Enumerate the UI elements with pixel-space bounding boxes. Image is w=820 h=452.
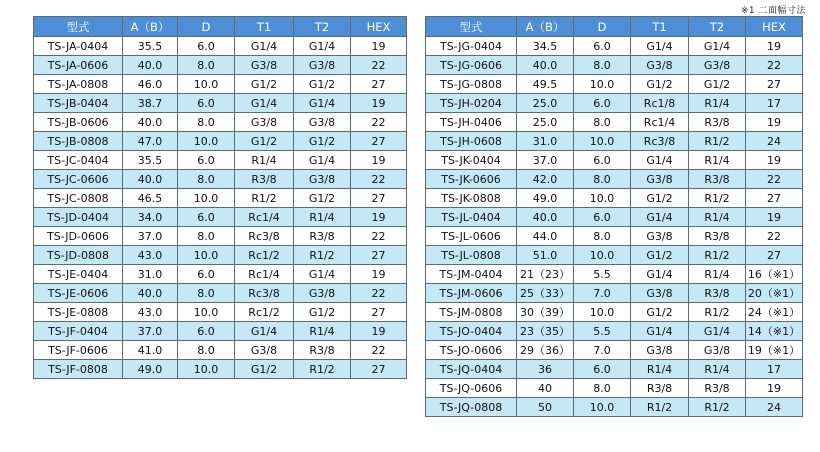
spec-table-right: [425, 16, 803, 417]
cell-t1: G3/8: [235, 113, 294, 132]
cell-a-b: 21（23）: [517, 265, 574, 284]
cell-model: TS-JL-0808: [426, 246, 517, 265]
column-header-model: 型式: [426, 17, 517, 37]
cell-t2: R1/4: [689, 151, 746, 170]
cell-t1: R1/2: [631, 398, 689, 417]
cell-a-b: 37.0: [517, 151, 574, 170]
table-row: [426, 322, 803, 341]
cell-hex: 22: [351, 170, 407, 189]
cell-hex: 27: [746, 246, 803, 265]
cell-a-b: 34.5: [517, 37, 574, 56]
table-row: [426, 37, 803, 56]
cell-t2: R3/8: [689, 227, 746, 246]
cell-t2: R3/8: [294, 227, 351, 246]
cell-d: 6.0: [574, 360, 631, 379]
cell-d: 6.0: [178, 94, 235, 113]
cell-model: TS-JA-0808: [34, 75, 123, 94]
cell-hex: 24: [746, 132, 803, 151]
cell-a-b: 40.0: [123, 113, 178, 132]
cell-model: TS-JD-0404: [34, 208, 123, 227]
cell-t2: R1/2: [689, 246, 746, 265]
table-row: [426, 208, 803, 227]
cell-model: TS-JQ-0808: [426, 398, 517, 417]
table-row: [426, 132, 803, 151]
cell-model: TS-JC-0404: [34, 151, 123, 170]
cell-model: TS-JC-0606: [34, 170, 123, 189]
cell-a-b: 46.5: [123, 189, 178, 208]
cell-t2: R1/4: [689, 94, 746, 113]
cell-a-b: 43.0: [123, 303, 178, 322]
cell-t2: G1/4: [294, 265, 351, 284]
cell-model: TS-JQ-0606: [426, 379, 517, 398]
cell-model: TS-JL-0404: [426, 208, 517, 227]
cell-a-b: 40.0: [123, 284, 178, 303]
cell-model: TS-JB-0606: [34, 113, 123, 132]
cell-model: TS-JE-0606: [34, 284, 123, 303]
cell-hex: 22: [746, 227, 803, 246]
cell-hex: 27: [351, 246, 407, 265]
cell-t1: G1/4: [631, 37, 689, 56]
table-row: [426, 360, 803, 379]
cell-a-b: 50: [517, 398, 574, 417]
cell-hex: 22: [351, 113, 407, 132]
spec-table-left-body: [34, 37, 407, 379]
cell-t1: G3/8: [631, 227, 689, 246]
cell-t2: R3/8: [689, 284, 746, 303]
cell-t1: G1/2: [631, 75, 689, 94]
table-row: [34, 37, 407, 56]
table-row: [34, 170, 407, 189]
cell-model: TS-JF-0404: [34, 322, 123, 341]
cell-t1: G1/2: [235, 132, 294, 151]
cell-hex: 19: [746, 113, 803, 132]
cell-t1: G1/2: [235, 360, 294, 379]
cell-t2: R1/4: [294, 322, 351, 341]
cell-t2: G1/4: [294, 94, 351, 113]
cell-t2: G1/2: [294, 303, 351, 322]
column-header-hex: HEX: [746, 17, 803, 37]
cell-model: TS-JM-0404: [426, 265, 517, 284]
cell-t2: G1/4: [689, 37, 746, 56]
cell-model: TS-JM-0606: [426, 284, 517, 303]
cell-a-b: 49.5: [517, 75, 574, 94]
cell-model: TS-JQ-0404: [426, 360, 517, 379]
cell-model: TS-JK-0404: [426, 151, 517, 170]
column-header-d: D: [574, 17, 631, 37]
cell-hex: 27: [746, 75, 803, 94]
table-row: [426, 246, 803, 265]
cell-hex: 27: [351, 75, 407, 94]
cell-hex: 24: [746, 398, 803, 417]
cell-t1: G1/2: [631, 303, 689, 322]
cell-d: 5.5: [574, 265, 631, 284]
cell-d: 6.0: [574, 151, 631, 170]
cell-t1: R3/8: [235, 170, 294, 189]
cell-t1: G1/2: [631, 246, 689, 265]
cell-a-b: 23（35）: [517, 322, 574, 341]
cell-a-b: 40.0: [517, 208, 574, 227]
spec-table-right-body: [426, 37, 803, 417]
cell-t1: Rc3/8: [235, 284, 294, 303]
cell-hex: 19: [351, 322, 407, 341]
cell-a-b: 31.0: [517, 132, 574, 151]
cell-hex: 22: [746, 56, 803, 75]
cell-hex: 19: [351, 94, 407, 113]
cell-model: TS-JO-0606: [426, 341, 517, 360]
cell-a-b: 46.0: [123, 75, 178, 94]
cell-t2: R1/2: [689, 189, 746, 208]
cell-d: 8.0: [178, 341, 235, 360]
cell-model: TS-JH-0406: [426, 113, 517, 132]
cell-a-b: 30（39）: [517, 303, 574, 322]
cell-t2: G3/8: [294, 170, 351, 189]
cell-d: 8.0: [574, 113, 631, 132]
column-header-d: D: [178, 17, 235, 37]
cell-d: 7.0: [574, 341, 631, 360]
column-header-t2: T2: [294, 17, 351, 37]
cell-t2: R1/4: [689, 265, 746, 284]
cell-model: TS-JD-0808: [34, 246, 123, 265]
cell-d: 6.0: [178, 265, 235, 284]
cell-d: 6.0: [178, 322, 235, 341]
cell-t2: R1/2: [689, 398, 746, 417]
cell-hex: 22: [351, 341, 407, 360]
cell-d: 10.0: [574, 398, 631, 417]
cell-hex: 20（※1）: [746, 284, 803, 303]
cell-d: 8.0: [178, 56, 235, 75]
cell-t2: G1/4: [294, 151, 351, 170]
cell-a-b: 29（36）: [517, 341, 574, 360]
cell-t1: G1/2: [235, 75, 294, 94]
cell-model: TS-JC-0808: [34, 189, 123, 208]
cell-t2: R1/4: [689, 360, 746, 379]
cell-a-b: 51.0: [517, 246, 574, 265]
cell-hex: 27: [351, 303, 407, 322]
cell-hex: 19（※1）: [746, 341, 803, 360]
table-row: [34, 303, 407, 322]
table-row: [34, 189, 407, 208]
cell-a-b: 40.0: [123, 170, 178, 189]
cell-t2: G1/2: [294, 75, 351, 94]
cell-hex: 27: [351, 132, 407, 151]
spec-table-left: [33, 16, 407, 379]
cell-model: TS-JB-0404: [34, 94, 123, 113]
column-header-model: 型式: [34, 17, 123, 37]
cell-t2: R3/8: [689, 170, 746, 189]
column-header-a-b: A（B）: [517, 17, 574, 37]
table-row: [426, 189, 803, 208]
cell-a-b: 44.0: [517, 227, 574, 246]
table-row: [426, 265, 803, 284]
cell-hex: 16（※1）: [746, 265, 803, 284]
cell-d: 8.0: [574, 227, 631, 246]
cell-t2: G1/2: [689, 75, 746, 94]
cell-model: TS-JO-0404: [426, 322, 517, 341]
cell-d: 10.0: [178, 189, 235, 208]
cell-d: 8.0: [178, 170, 235, 189]
cell-d: 7.0: [574, 284, 631, 303]
cell-d: 5.5: [574, 322, 631, 341]
cell-a-b: 49.0: [123, 360, 178, 379]
cell-a-b: 38.7: [123, 94, 178, 113]
cell-model: TS-JA-0606: [34, 56, 123, 75]
cell-hex: 22: [351, 227, 407, 246]
cell-t2: R1/2: [294, 360, 351, 379]
cell-t1: Rc1/2: [235, 246, 294, 265]
cell-t2: G3/8: [689, 56, 746, 75]
cell-d: 8.0: [574, 56, 631, 75]
cell-t1: G3/8: [631, 170, 689, 189]
cell-model: TS-JG-0404: [426, 37, 517, 56]
cell-hex: 27: [351, 360, 407, 379]
cell-t1: G1/4: [631, 151, 689, 170]
cell-a-b: 36: [517, 360, 574, 379]
table-row: [426, 341, 803, 360]
cell-t2: G3/8: [294, 284, 351, 303]
column-header-t2: T2: [689, 17, 746, 37]
cell-d: 10.0: [178, 75, 235, 94]
cell-model: TS-JH-0608: [426, 132, 517, 151]
cell-a-b: 43.0: [123, 246, 178, 265]
cell-t1: G1/4: [235, 94, 294, 113]
cell-t1: G1/4: [631, 208, 689, 227]
cell-hex: 19: [746, 379, 803, 398]
table-row: [426, 303, 803, 322]
table-row: [426, 113, 803, 132]
cell-t2: G3/8: [294, 113, 351, 132]
cell-t1: G3/8: [631, 341, 689, 360]
cell-t2: R1/2: [689, 132, 746, 151]
table-header-row: [426, 17, 803, 37]
cell-t2: R1/4: [689, 208, 746, 227]
cell-d: 8.0: [178, 227, 235, 246]
cell-a-b: 37.0: [123, 227, 178, 246]
cell-t1: R1/4: [235, 151, 294, 170]
table-row: [426, 227, 803, 246]
cell-model: TS-JF-0808: [34, 360, 123, 379]
cell-a-b: 47.0: [123, 132, 178, 151]
cell-t1: G3/8: [631, 284, 689, 303]
cell-a-b: 40: [517, 379, 574, 398]
table-row: [426, 94, 803, 113]
cell-a-b: 40.0: [123, 56, 178, 75]
cell-d: 10.0: [574, 189, 631, 208]
cell-d: 10.0: [178, 246, 235, 265]
cell-d: 6.0: [574, 94, 631, 113]
cell-t1: Rc1/4: [235, 208, 294, 227]
table-row: [426, 379, 803, 398]
table-row: [34, 284, 407, 303]
cell-a-b: 25（33）: [517, 284, 574, 303]
cell-t2: R1/2: [689, 303, 746, 322]
cell-model: TS-JL-0606: [426, 227, 517, 246]
cell-t1: G3/8: [235, 341, 294, 360]
cell-t1: R3/8: [631, 379, 689, 398]
cell-d: 10.0: [178, 132, 235, 151]
cell-model: TS-JD-0606: [34, 227, 123, 246]
column-header-hex: HEX: [351, 17, 407, 37]
cell-model: TS-JB-0808: [34, 132, 123, 151]
cell-a-b: 34.0: [123, 208, 178, 227]
column-header-t1: T1: [235, 17, 294, 37]
cell-model: TS-JH-0204: [426, 94, 517, 113]
cell-t2: G1/2: [294, 189, 351, 208]
cell-d: 10.0: [574, 75, 631, 94]
table-row: [34, 208, 407, 227]
cell-hex: 19: [746, 151, 803, 170]
cell-d: 8.0: [574, 170, 631, 189]
cell-model: TS-JK-0606: [426, 170, 517, 189]
cell-a-b: 35.5: [123, 37, 178, 56]
table-row: [34, 94, 407, 113]
cell-t1: Rc1/2: [235, 303, 294, 322]
column-header-a-b: A（B）: [123, 17, 178, 37]
table-row: [426, 284, 803, 303]
cell-t1: R1/2: [235, 189, 294, 208]
table-row: [34, 132, 407, 151]
cell-a-b: 37.0: [123, 322, 178, 341]
cell-d: 10.0: [178, 303, 235, 322]
cell-a-b: 41.0: [123, 341, 178, 360]
cell-d: 10.0: [574, 246, 631, 265]
cell-d: 6.0: [178, 151, 235, 170]
cell-a-b: 40.0: [517, 56, 574, 75]
cell-model: TS-JE-0808: [34, 303, 123, 322]
table-header-row: [34, 17, 407, 37]
cell-d: 6.0: [178, 208, 235, 227]
cell-d: 6.0: [574, 208, 631, 227]
cell-t1: G1/4: [235, 37, 294, 56]
cell-hex: 19: [351, 37, 407, 56]
cell-a-b: 25.0: [517, 113, 574, 132]
cell-model: TS-JG-0808: [426, 75, 517, 94]
table-row: [426, 151, 803, 170]
table-row: [426, 398, 803, 417]
cell-model: TS-JF-0606: [34, 341, 123, 360]
cell-hex: 19: [351, 265, 407, 284]
table-row: [34, 360, 407, 379]
cell-a-b: 35.5: [123, 151, 178, 170]
cell-t2: G1/4: [689, 322, 746, 341]
table-row: [34, 265, 407, 284]
cell-hex: 17: [746, 94, 803, 113]
cell-t1: Rc1/4: [235, 265, 294, 284]
cell-hex: 14（※1）: [746, 322, 803, 341]
cell-t2: R3/8: [689, 379, 746, 398]
table-row: [34, 75, 407, 94]
cell-hex: 22: [351, 56, 407, 75]
cell-t2: R3/8: [689, 113, 746, 132]
cell-t1: R1/4: [631, 360, 689, 379]
cell-d: 8.0: [178, 113, 235, 132]
column-header-t1: T1: [631, 17, 689, 37]
cell-d: 6.0: [574, 37, 631, 56]
cell-a-b: 25.0: [517, 94, 574, 113]
cell-hex: 19: [351, 208, 407, 227]
cell-t1: G1/4: [235, 322, 294, 341]
cell-t2: R3/8: [294, 341, 351, 360]
cell-model: TS-JE-0404: [34, 265, 123, 284]
table-row: [34, 322, 407, 341]
cell-t1: G1/4: [631, 265, 689, 284]
cell-t1: Rc3/8: [631, 132, 689, 151]
cell-t1: G1/2: [631, 189, 689, 208]
cell-d: 6.0: [178, 37, 235, 56]
cell-t2: R1/4: [294, 208, 351, 227]
cell-t1: Rc3/8: [235, 227, 294, 246]
table-row: [426, 75, 803, 94]
cell-d: 8.0: [178, 284, 235, 303]
cell-hex: 27: [351, 189, 407, 208]
cell-t1: G1/4: [631, 322, 689, 341]
cell-model: TS-JA-0404: [34, 37, 123, 56]
table-row: [34, 341, 407, 360]
cell-t1: G3/8: [235, 56, 294, 75]
table-row: [426, 170, 803, 189]
cell-t2: G3/8: [294, 56, 351, 75]
cell-hex: 22: [351, 284, 407, 303]
cell-a-b: 49.0: [517, 189, 574, 208]
table-row: [426, 56, 803, 75]
footnote-hex-note: ※1 二面幅寸法: [740, 6, 806, 16]
cell-model: TS-JM-0808: [426, 303, 517, 322]
cell-model: TS-JK-0808: [426, 189, 517, 208]
cell-d: 10.0: [574, 132, 631, 151]
cell-t1: Rc1/8: [631, 94, 689, 113]
cell-a-b: 42.0: [517, 170, 574, 189]
cell-hex: 19: [746, 208, 803, 227]
cell-model: TS-JG-0606: [426, 56, 517, 75]
cell-t1: Rc1/4: [631, 113, 689, 132]
cell-a-b: 31.0: [123, 265, 178, 284]
cell-hex: 22: [746, 170, 803, 189]
cell-hex: 24（※1）: [746, 303, 803, 322]
table-row: [34, 56, 407, 75]
table-row: [34, 113, 407, 132]
table-row: [34, 246, 407, 265]
cell-t2: G3/8: [689, 341, 746, 360]
cell-hex: 19: [351, 151, 407, 170]
cell-d: 10.0: [574, 303, 631, 322]
cell-t1: G3/8: [631, 56, 689, 75]
cell-t2: G1/4: [294, 37, 351, 56]
cell-hex: 17: [746, 360, 803, 379]
table-row: [34, 227, 407, 246]
cell-hex: 19: [746, 37, 803, 56]
cell-d: 8.0: [574, 379, 631, 398]
cell-d: 10.0: [178, 360, 235, 379]
cell-t2: R1/2: [294, 246, 351, 265]
table-row: [34, 151, 407, 170]
cell-t2: G1/2: [294, 132, 351, 151]
cell-hex: 27: [746, 189, 803, 208]
